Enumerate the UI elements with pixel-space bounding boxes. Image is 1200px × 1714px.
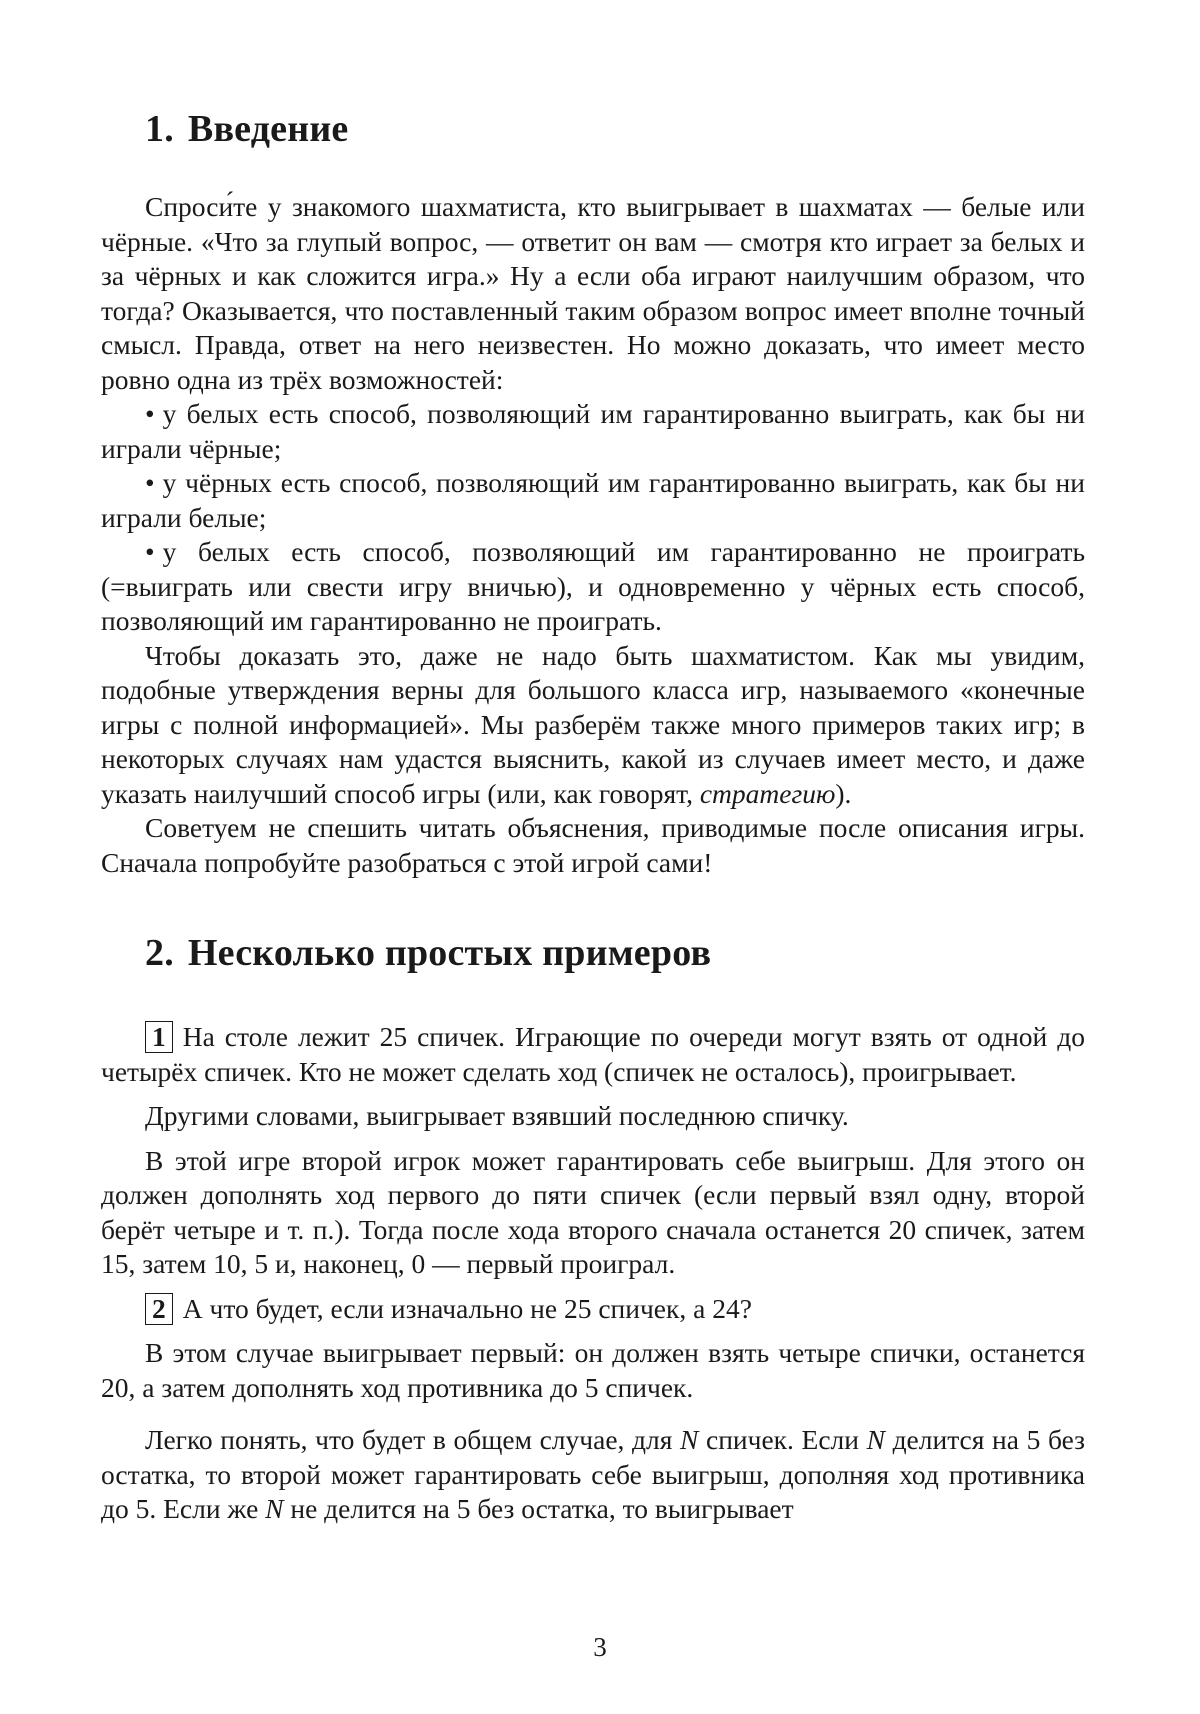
section-title: Введение — [188, 108, 349, 150]
section-number: 1. — [145, 108, 174, 150]
paragraph-text: спичек. Если — [698, 1424, 866, 1455]
paragraph: В этом случае выигрывает первый: он должен взять четыре спички, останется 20, а затем дополнять ход противника до 5 спичек. — [101, 1336, 1085, 1405]
paragraph — [101, 1423, 1085, 1527]
section-title: Несколько простых примеров — [188, 932, 711, 974]
section-2-body — [101, 1020, 1085, 1527]
bullet-icon: • — [145, 398, 155, 429]
problem-statement — [101, 1020, 1085, 1089]
emphasis-term: стратегию — [700, 778, 836, 809]
problem-number-box: 1 — [145, 1021, 173, 1053]
bullet-icon: • — [145, 536, 155, 567]
section-number: 2. — [145, 932, 174, 974]
paragraph-text: не делится на 5 без остатка, то выигрывает — [284, 1493, 794, 1524]
paragraph-text: ). — [835, 778, 851, 809]
paragraph-text: Легко понять, что будет в общем случае, для — [145, 1424, 680, 1455]
paragraph-text: Чтобы доказать это, даже не надо быть шахматистом. Как мы увидим, подобные утверждения верны для большого класса игр, называемого «конечные игры с полной информацией». Мы разберём также много примеров таких игр; в некоторых случаях нам удастся выяснить, какой из случаев имеет место, и даже указать наилучший способ игры (или, как говорят, — [101, 640, 1085, 809]
bullet-text: у белых есть способ, позволяющий им гарантированно выиграть, как бы ни играли чёрные; — [101, 398, 1085, 464]
paragraph: Советуем не спешить читать объяснения, приводимые после описания игры. Сначала попробуйте разобраться с этой игрой сами! — [101, 811, 1085, 880]
variable-n: N — [867, 1424, 885, 1455]
bullet-text: у чёрных есть способ, позволяющий им гарантированно выиграть, как бы ни играли белые; — [101, 467, 1085, 533]
problem-number-box: 2 — [145, 1293, 173, 1325]
paragraph: В этой игре второй игрок может гарантировать себе выигрыш. Для этого он должен дополнять ход первого до пяти спичек (если первый взял одну, второй берёт четыре и т. п.). Тогда после хода второго сначала останется 20 спичек, затем 15, затем 10, 5 и, наконец, 0 — первый проиграл. — [101, 1144, 1085, 1282]
bullet-item — [101, 535, 1085, 639]
paragraph: Другими словами, выигрывает взявший последнюю спичку. — [101, 1099, 1085, 1134]
section-1-body — [101, 190, 1085, 880]
section-2-heading — [101, 930, 1085, 976]
variable-n: N — [680, 1424, 698, 1455]
document-page — [0, 0, 1200, 1714]
bullet-icon: • — [145, 467, 155, 498]
variable-n: N — [265, 1493, 283, 1524]
paragraph-text: делится на 5 без остатка, то второй может гарантировать себе выигрыш, дополняя ход противника до 5. Если же — [101, 1424, 1085, 1524]
problem-text: На столе лежит 25 спичек. Играющие по очереди могут взять от одной до четырёх спичек. Кто не может сделать ход (спичек не осталось), проигрывает. — [101, 1021, 1085, 1087]
bullet-item — [101, 397, 1085, 466]
page-number: 3 — [0, 1632, 1200, 1663]
problem-text: А что будет, если изначально не 25 спичек, а 24? — [183, 1293, 752, 1324]
paragraph — [101, 639, 1085, 812]
section-1-heading — [101, 106, 1085, 152]
paragraph: Спроси́те у знакомого шахматиста, кто выигрывает в шахматах — белые или чёрные. «Что за глупый вопрос, — ответит он вам — смотря кто играет за белых и за чёрных и как сложится игра.» Ну а если оба играют наилучшим образом, что тогда? Оказывается, что поставленный таким образом вопрос имеет вполне точный смысл. Правда, ответ на него неизвестен. Но можно доказать, что имеет место ровно одна из трёх возможностей: — [101, 190, 1085, 397]
page-content — [101, 100, 1085, 1527]
bullet-item — [101, 466, 1085, 535]
problem-statement — [101, 1292, 1085, 1327]
bullet-text: у белых есть способ, позволяющий им гарантированно не проиграть (=выиграть или свести игру вничью), и одновременно у чёрных есть способ, позволяющий им гарантированно не проиграть. — [101, 536, 1085, 636]
